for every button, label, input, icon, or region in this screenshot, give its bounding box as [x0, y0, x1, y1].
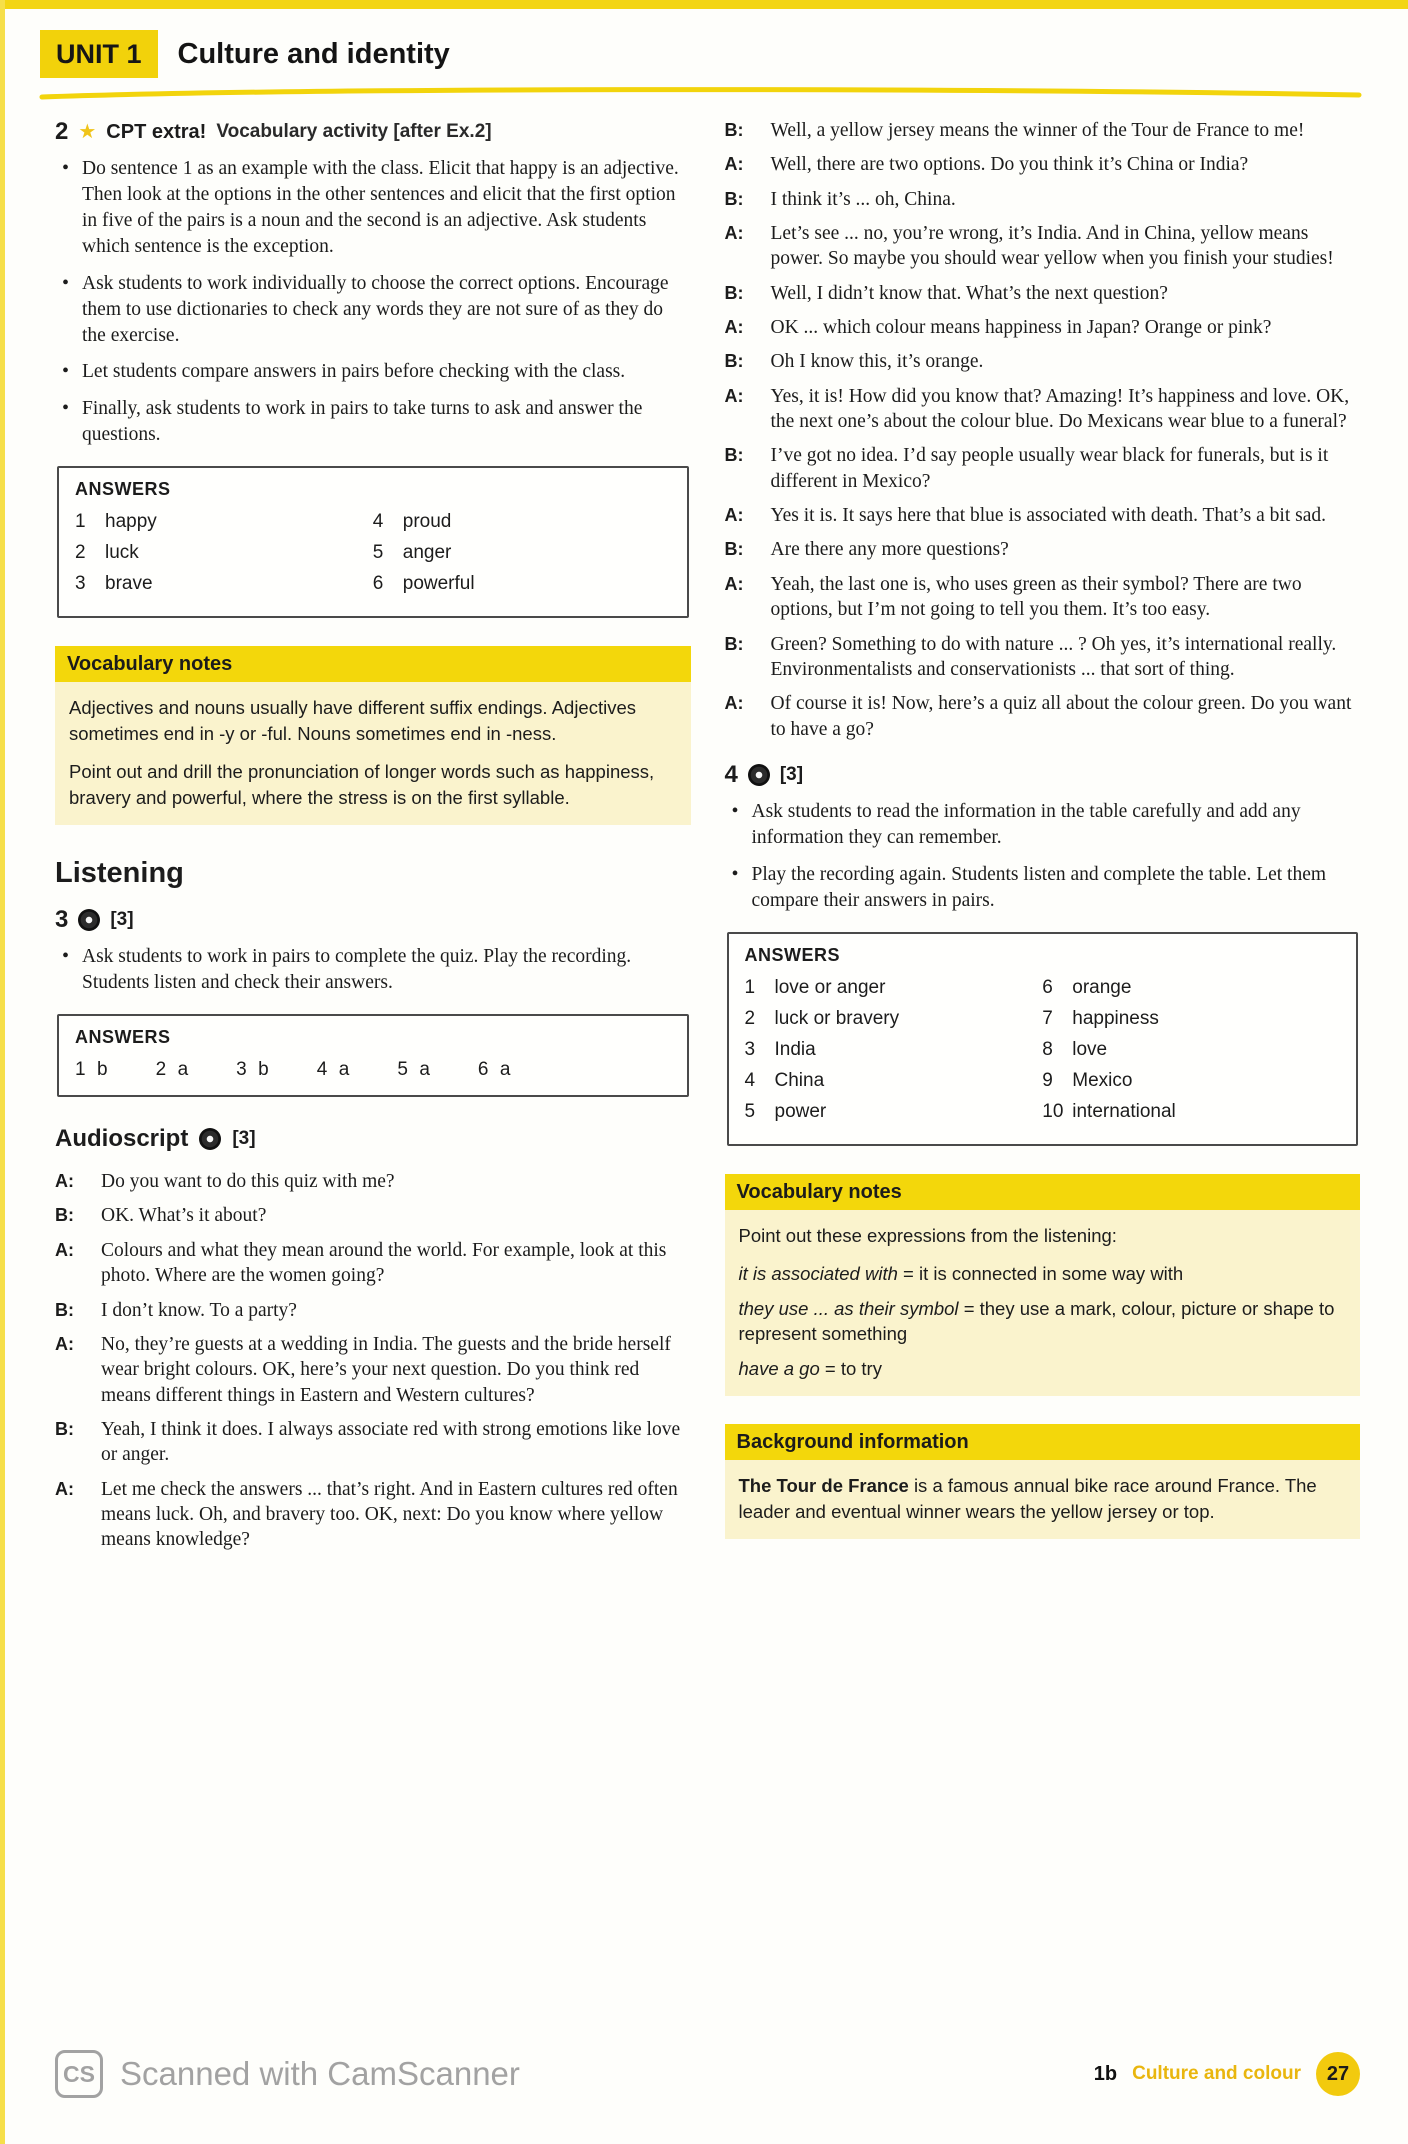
answer-number: 3: [744, 1038, 756, 1060]
vocab-note-intro: Point out these expressions from the listening:: [738, 1224, 1117, 1246]
audioscript-lines-right: [725, 118, 1361, 742]
answer-text: a: [419, 1059, 430, 1081]
background-info-lead: The Tour de France: [738, 1475, 909, 1497]
expression-term: it is associated with: [738, 1263, 898, 1285]
dialog-speaker: B:: [724, 445, 744, 466]
answer-item: [745, 977, 1043, 999]
bullet-item: • Play the recording again. Students listen and complete the table. Let them compare their answers in pairs.: [725, 862, 1361, 914]
answer-text: luck or bravery: [774, 1007, 900, 1029]
bullet-item: • Ask students to read the information in the table carefully and add any information they can remember.: [725, 799, 1361, 851]
answers-inline-row: [75, 1059, 671, 1083]
expression-definition: = they use a mark, colour, picture or shape to represent something: [738, 1297, 1335, 1345]
answer-text: luck: [105, 542, 139, 564]
dialog-text: I think it’s ... oh, China.: [770, 188, 956, 210]
bullet-item: • Finally, ask students to work in pairs to take turns to ask and answer the questions.: [55, 396, 691, 448]
answer-number: 6: [477, 1059, 489, 1081]
answers-title: ANSWERS: [744, 944, 841, 965]
dialog-line: [55, 1298, 691, 1323]
answer-item: [1042, 977, 1340, 999]
answer-item: [745, 1039, 1043, 1061]
camscanner-logo-icon: CS: [55, 2050, 103, 2098]
dialog-line: [55, 1203, 691, 1228]
answers-col-1: [745, 977, 1043, 1132]
answer-text: Mexico: [1072, 1069, 1133, 1091]
audio-cd-icon: [748, 764, 770, 786]
dialog-speaker: B:: [55, 1418, 74, 1439]
dialog-text: Of course it is! Now, here’s a quiz all about the colour green. Do you want to have a go?: [770, 693, 1352, 740]
dialog-text: Well, a yellow jersey means the winner of the Tour de France to me!: [770, 120, 1305, 141]
dialog-speaker: A:: [724, 505, 744, 526]
dialog-speaker: B:: [724, 282, 744, 303]
answer-number: 7: [1042, 1007, 1053, 1029]
dialog-text: OK. What’s it about?: [101, 1205, 267, 1227]
answer-number: 2: [155, 1059, 167, 1081]
bullet-item: • Let students compare answers in pairs before checking with the class.: [55, 359, 691, 385]
audio-track-label: [3]: [110, 909, 134, 931]
background-information-text: [739, 1473, 1347, 1524]
dialog-text: No, they’re guests at a wedding in India. The guests and the bride herself wear bright colours. OK, here’s your next question. Do you think red means different things in Eastern and Western cultures?: [101, 1333, 671, 1406]
page-edge-left-strip: [0, 0, 5, 2144]
star-icon: ★: [78, 121, 97, 143]
dialog-line: [55, 1477, 691, 1553]
activity4-header: [725, 761, 1361, 789]
answer-item: [745, 1101, 1043, 1123]
dialog-speaker: A:: [55, 1333, 74, 1354]
dialog-text: Yeah, I think it does. I always associate red with strong emotions like love or anger.: [101, 1418, 681, 1466]
lesson-footer-info: [1094, 2052, 1360, 2096]
page-number-badge: 27: [1316, 2052, 1360, 2096]
dialog-speaker: B:: [724, 351, 744, 372]
answer-item: [745, 1008, 1043, 1030]
answer-item: [1042, 1008, 1340, 1030]
camscanner-text: Scanned with CamScanner: [120, 2055, 520, 2092]
answer-number: 6: [372, 573, 384, 595]
dialog-line: [55, 1417, 691, 1468]
answer-number: 2: [75, 542, 86, 564]
expression-definition: = to try: [824, 1357, 882, 1379]
answer-text: a: [338, 1059, 350, 1081]
answer-text: proud: [402, 511, 452, 533]
background-information-title: Background information: [725, 1424, 1361, 1460]
activity2-number: 2: [55, 118, 69, 145]
answer-number: 10: [1042, 1100, 1064, 1122]
dialog-speaker: A:: [724, 223, 744, 244]
listening-section-heading: Listening: [55, 857, 184, 890]
answers-box-ex2: [57, 466, 689, 618]
answer-text: a: [499, 1059, 511, 1081]
dialog-text: Do you want to do this quiz with me?: [101, 1171, 395, 1193]
answer-text: brave: [105, 573, 153, 595]
cpt-extra-description: Vocabulary activity [after Ex.2]: [216, 121, 492, 142]
bullet-item: • Ask students to work individually to choose the correct options. Encourage them to use dictionaries to check any words they are not sure of as they do the exercise.: [55, 271, 691, 349]
answer-item: [373, 511, 671, 533]
answer-item: [373, 542, 671, 564]
answer-text: happy: [105, 511, 157, 533]
activity2-bullets: [55, 156, 691, 448]
page-edge-top-strip: [0, 0, 1408, 9]
dialog-line: [725, 281, 1361, 306]
dialog-text: Are there any more questions?: [770, 539, 1009, 561]
expression-term: they use ... as their symbol: [738, 1297, 959, 1319]
dialog-speaker: A:: [55, 1478, 74, 1499]
answer-item: [1042, 1101, 1340, 1123]
answer-text: love: [1072, 1038, 1108, 1060]
page-header: [0, 0, 1408, 78]
vocab-expressions: [739, 1261, 1347, 1381]
audio-cd-icon: [78, 909, 100, 931]
dialog-line: [725, 152, 1361, 177]
answer-number: 8: [1042, 1038, 1053, 1060]
lesson-code: 1b: [1093, 2062, 1118, 2085]
answer-item: [373, 573, 671, 595]
unit-badge: UNIT 1: [40, 30, 158, 78]
vocabulary-notes-title: Vocabulary notes: [725, 1174, 1361, 1210]
dialog-text: Well, I didn’t know that. What’s the next question?: [770, 282, 1168, 304]
bullet-item: • Do sentence 1 as an example with the class. Elicit that happy is an adjective. Then look at the options in the other sentences and elicit that the first option in five of the pairs is a noun and the second is an adjective. Ask students which sentence is the exception.: [55, 156, 691, 260]
answer-number: 5: [372, 542, 384, 564]
background-info-body: is a famous annual bike race around France. The leader and eventual winner wears the yellow jersey or top.: [738, 1475, 1317, 1522]
audio-cd-icon: [199, 1128, 221, 1150]
answer-number: 1: [75, 511, 86, 533]
activity2-header: [55, 118, 691, 146]
lesson-title: Culture and colour: [1132, 2063, 1301, 2084]
right-column: [725, 118, 1361, 1539]
answer-number: 3: [75, 573, 86, 595]
dialog-line: [725, 632, 1361, 683]
camscanner-watermark: [55, 2050, 520, 2098]
dialog-text: Yeah, the last one is, who uses green as their symbol? There are two options, but I’m not going to tell you them. It’s too easy.: [770, 573, 1302, 621]
dialog-speaker: A:: [55, 1171, 74, 1192]
dialog-text: Let me check the answers ... that’s right. And in Eastern cultures red often means luck. Oh, and bravery too. OK, next: Do you know where yellow means knowledge?: [101, 1478, 678, 1551]
activity4-bullets: [725, 799, 1361, 914]
answer-number: 4: [744, 1069, 756, 1091]
answer-number: 4: [372, 511, 384, 533]
dialog-text: Well, there are two options. Do you think it’s China or India?: [770, 154, 1249, 176]
dialog-line: [725, 221, 1361, 272]
answer-item: [75, 542, 373, 564]
answer-number: 4: [316, 1059, 328, 1081]
dialog-line: [725, 537, 1361, 562]
answer-text: b: [258, 1059, 269, 1081]
answer-item: [1042, 1039, 1340, 1061]
dialog-text: Oh I know this, it’s orange.: [770, 351, 984, 373]
activity3-bullets: [55, 944, 691, 996]
unit-title: Culture and identity: [177, 37, 450, 70]
dialog-text: Green? Something to do with nature ... ? Oh yes, it’s international really. Environmentalists and conservationists ... that sort of thing.: [770, 633, 1337, 680]
answer-item: [745, 1070, 1043, 1092]
cpt-extra-label: CPT extra!: [106, 120, 207, 143]
audioscript-heading: [55, 1125, 691, 1153]
answer-item: [478, 1059, 511, 1081]
answer-item: [1042, 1070, 1340, 1092]
answer-item: [75, 573, 373, 595]
dialog-line: [725, 187, 1361, 212]
answer-item: [397, 1059, 430, 1081]
vocabulary-notes-box-1: [55, 646, 691, 825]
dialog-line: [725, 349, 1361, 374]
answer-number: 5: [397, 1059, 408, 1081]
expression-definition: = it is connected in some way with: [903, 1263, 1184, 1285]
background-information-box: [725, 1424, 1361, 1539]
two-column-layout: [0, 102, 1408, 1562]
vocab-note-paragraph: Point out and drill the pronunciation of longer words such as happiness, bravery and powerful, where the stress is on the first syllable.: [69, 761, 655, 808]
dialog-speaker: B:: [724, 539, 744, 560]
answer-number: 5: [744, 1100, 756, 1122]
answers-col-2: [1042, 977, 1340, 1132]
bullet-item: • Ask students to work in pairs to complete the quiz. Play the recording. Students listen and check their answers.: [55, 944, 691, 996]
dialog-line: [55, 1238, 691, 1289]
dialog-text: Yes it is. It says here that blue is associated with death. That’s a bit sad.: [770, 505, 1326, 527]
answer-text: a: [177, 1059, 189, 1081]
dialog-speaker: B:: [724, 188, 744, 209]
dialog-text: Colours and what they mean around the world. For example, look at this photo. Where are the women going?: [101, 1239, 667, 1287]
dialog-speaker: A:: [55, 1239, 74, 1260]
dialog-line: [725, 691, 1361, 742]
audio-track-label: [3]: [232, 1128, 256, 1150]
dialog-speaker: B:: [724, 120, 744, 140]
activity3-header: [55, 906, 691, 934]
dialog-line: [725, 315, 1361, 340]
dialog-speaker: A:: [724, 317, 744, 338]
vocabulary-notes-title: Vocabulary notes: [55, 646, 691, 682]
answer-item: [75, 511, 373, 533]
vocab-note-paragraph: Adjectives and nouns usually have different suffix endings. Adjectives sometimes end in -y or -ful. Nouns sometimes end in -ness.: [69, 697, 637, 744]
dialog-text: Let’s see ... no, you’re wrong, it’s India. And in China, yellow means power. So maybe you should wear yellow when you finish your studies!: [770, 223, 1334, 270]
answers-col-1: [75, 511, 373, 604]
answers-col-2: [373, 511, 671, 604]
answer-text: power: [774, 1100, 827, 1122]
dialog-speaker: A:: [724, 693, 744, 714]
dialog-speaker: B:: [55, 1205, 74, 1226]
dialog-text: I don’t know. To a party?: [101, 1299, 297, 1321]
dialog-text: OK ... which colour means happiness in Japan? Orange or pink?: [770, 317, 1272, 339]
audioscript-lines-left: [55, 1169, 691, 1552]
expression-term: have a go: [738, 1357, 820, 1379]
activity3-number: 3: [55, 906, 69, 934]
dialog-line: [55, 1169, 691, 1194]
expression-line: [739, 1296, 1347, 1347]
dialog-line: [725, 443, 1361, 494]
answer-item: [75, 1059, 108, 1081]
answers-box-ex3: [57, 1014, 689, 1097]
expression-line: [739, 1261, 1347, 1287]
answer-text: b: [97, 1059, 108, 1081]
answer-text: international: [1072, 1100, 1176, 1122]
page-footer: [55, 2050, 1360, 2098]
answer-item: [317, 1059, 350, 1081]
answer-text: India: [774, 1038, 816, 1060]
answer-number: 9: [1042, 1069, 1053, 1091]
answers-title: ANSWERS: [75, 1027, 171, 1048]
dialog-line: [55, 1332, 691, 1408]
dialog-speaker: A:: [724, 573, 744, 594]
dialog-text: Yes, it is! How did you know that? Amazing! It’s happiness and love. OK, the next one’s about the colour blue. Do Mexicans wear blue to a funeral?: [770, 385, 1350, 433]
answer-text: anger: [402, 542, 452, 564]
answer-item: [156, 1059, 189, 1081]
expression-line: [739, 1356, 1347, 1382]
header-underline-swoosh: [38, 86, 1368, 102]
answer-number: 1: [744, 976, 756, 998]
answer-text: orange: [1072, 976, 1132, 998]
answer-text: China: [774, 1069, 825, 1091]
answer-number: 2: [744, 1007, 756, 1029]
answer-number: 1: [75, 1059, 86, 1081]
audioscript-title: Audioscript: [55, 1125, 189, 1153]
answer-text: powerful: [402, 573, 475, 595]
dialog-speaker: B:: [55, 1299, 74, 1320]
answer-item: [236, 1059, 269, 1081]
dialog-line: [725, 572, 1361, 623]
dialog-speaker: B:: [724, 633, 744, 654]
answers-box-ex4: [727, 932, 1359, 1146]
audio-track-label: [3]: [779, 763, 804, 785]
answer-text: happiness: [1072, 1007, 1159, 1029]
answers-title: ANSWERS: [75, 479, 171, 500]
dialog-speaker: A:: [724, 385, 744, 406]
answer-number: 3: [236, 1059, 247, 1081]
answer-text: love or anger: [774, 976, 886, 998]
dialog-line: [725, 384, 1361, 435]
left-column: [55, 118, 691, 1562]
dialog-line: [725, 503, 1361, 528]
activity4-number: 4: [724, 760, 738, 788]
vocabulary-notes-box-2: [725, 1174, 1361, 1397]
dialog-speaker: A:: [724, 154, 744, 175]
dialog-line: [725, 118, 1361, 143]
answer-number: 6: [1042, 976, 1053, 998]
dialog-text: I’ve got no idea. I’d say people usually wear black for funerals, but is it different in Mexico?: [770, 445, 1329, 492]
